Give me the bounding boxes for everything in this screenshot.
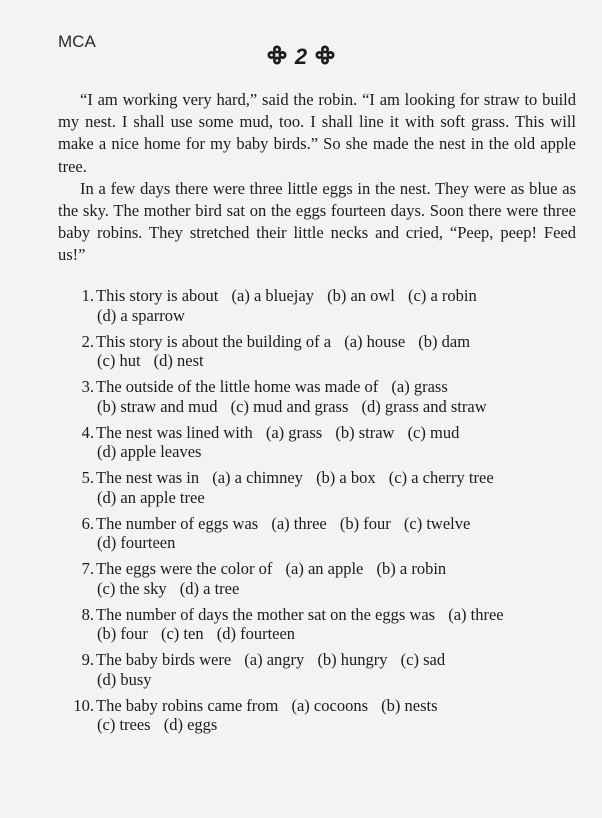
choice-c[interactable]: (c) hut <box>97 351 141 370</box>
choice-b[interactable]: (b) nests <box>381 695 438 715</box>
question-item <box>58 423 576 462</box>
choice-b[interactable]: (b) four <box>97 624 148 643</box>
choice-c[interactable]: (c) trees <box>97 715 151 734</box>
section-heading <box>0 44 602 71</box>
clover-ornament-icon <box>267 45 287 71</box>
clover-ornament-icon <box>315 45 335 71</box>
question-list <box>58 286 576 741</box>
passage-paragraph: “I am working very hard,” said the robin. “I am looking for straw to build my nest. I shall use some mud, too. I shall line it with soft grass. This will make a nice home for my baby birds.” So she made the nest in the old apple tree. <box>58 90 576 176</box>
choice-c[interactable]: (c) mud <box>407 422 460 442</box>
choice-d[interactable]: (d) eggs <box>163 715 218 734</box>
question-number: 8. <box>81 604 94 624</box>
question-stem: The baby birds were <box>96 650 232 669</box>
choice-d[interactable]: (d) apple leaves <box>97 442 202 461</box>
choice-d[interactable]: (d) an apple tree <box>97 487 205 507</box>
question-stem: This story is about the building of a <box>96 331 332 351</box>
choice-b[interactable]: (b) straw and mud <box>97 396 218 416</box>
question-item <box>58 468 576 507</box>
story-passage <box>58 89 576 267</box>
question-stem: The number of days the mother sat on the eggs was <box>96 604 436 624</box>
choice-a[interactable]: (a) grass <box>265 422 323 442</box>
question-stem: The eggs were the color of <box>96 559 273 578</box>
question-stem: The outside of the little home was made of <box>96 377 379 396</box>
choice-b[interactable]: (b) four <box>339 513 391 533</box>
choice-b[interactable]: (b) an owl <box>327 286 395 305</box>
choice-b[interactable]: (b) hungry <box>317 650 388 669</box>
question-stem: The nest was lined with <box>96 422 253 442</box>
choice-c[interactable]: (c) twelve <box>403 513 471 533</box>
choice-b[interactable]: (b) a robin <box>376 559 447 578</box>
question-number: 7. <box>81 559 94 578</box>
question-number: 9. <box>81 650 94 669</box>
question-item <box>58 286 576 325</box>
question-number: 6. <box>81 513 94 533</box>
choice-d[interactable]: (d) fourteen <box>97 533 176 552</box>
choice-a[interactable]: (a) three <box>271 513 327 533</box>
choice-b[interactable]: (b) straw <box>335 422 395 442</box>
question-number: 1. <box>81 286 94 305</box>
choice-c[interactable]: (c) ten <box>160 624 204 643</box>
question-number: 5. <box>81 468 94 487</box>
choice-a[interactable]: (a) cocoons <box>291 695 368 715</box>
choice-d[interactable]: (d) grass and straw <box>361 396 487 416</box>
question-item <box>58 605 576 644</box>
question-stem: The baby robins came from <box>96 695 279 715</box>
choice-b[interactable]: (b) a box <box>316 468 376 487</box>
question-item <box>58 650 576 689</box>
question-number: 2. <box>81 331 94 351</box>
choice-d[interactable]: (d) fourteen <box>216 624 296 643</box>
choice-b[interactable]: (b) dam <box>418 331 471 351</box>
choice-a[interactable]: (a) an apple <box>285 559 364 578</box>
choice-c[interactable]: (c) the sky <box>97 578 167 598</box>
question-item <box>58 514 576 553</box>
section-number: 2 <box>294 44 308 69</box>
choice-d[interactable]: (d) busy <box>97 669 152 689</box>
question-item <box>58 377 576 416</box>
passage-paragraph: In a few days there were three little eggs in the nest. They were as blue as the sky. The mother bird sat on the eggs fourteen days. Soon there were three baby robins. They stretched their little necks and cried, “Peep, peep! Feed us!” <box>58 178 576 265</box>
question-stem: The nest was in <box>96 468 200 487</box>
choice-a[interactable]: (a) grass <box>391 377 448 396</box>
choice-d[interactable]: (d) a sparrow <box>97 305 185 325</box>
question-number: 4. <box>81 422 94 442</box>
choice-c[interactable]: (c) mud and grass <box>230 396 349 416</box>
choice-a[interactable]: (a) three <box>448 604 504 624</box>
choice-a[interactable]: (a) angry <box>244 650 305 669</box>
question-item <box>58 332 576 371</box>
choice-c[interactable]: (c) sad <box>400 650 446 669</box>
header-label: MCA <box>58 32 96 51</box>
choice-a[interactable]: (a) house <box>344 331 406 351</box>
choice-c[interactable]: (c) a robin <box>408 286 477 305</box>
question-stem: This story is about <box>96 286 219 305</box>
question-number: 3. <box>81 377 94 396</box>
question-item <box>58 559 576 598</box>
choice-a[interactable]: (a) a chimney <box>212 468 303 487</box>
choice-d[interactable]: (d) a tree <box>179 578 240 598</box>
question-number: 10. <box>73 695 94 715</box>
choice-c[interactable]: (c) a cherry tree <box>388 468 494 487</box>
question-item <box>58 696 576 735</box>
question-stem: The number of eggs was <box>96 513 259 533</box>
choice-a[interactable]: (a) a bluejay <box>231 286 314 305</box>
choice-d[interactable]: (d) nest <box>153 351 204 370</box>
